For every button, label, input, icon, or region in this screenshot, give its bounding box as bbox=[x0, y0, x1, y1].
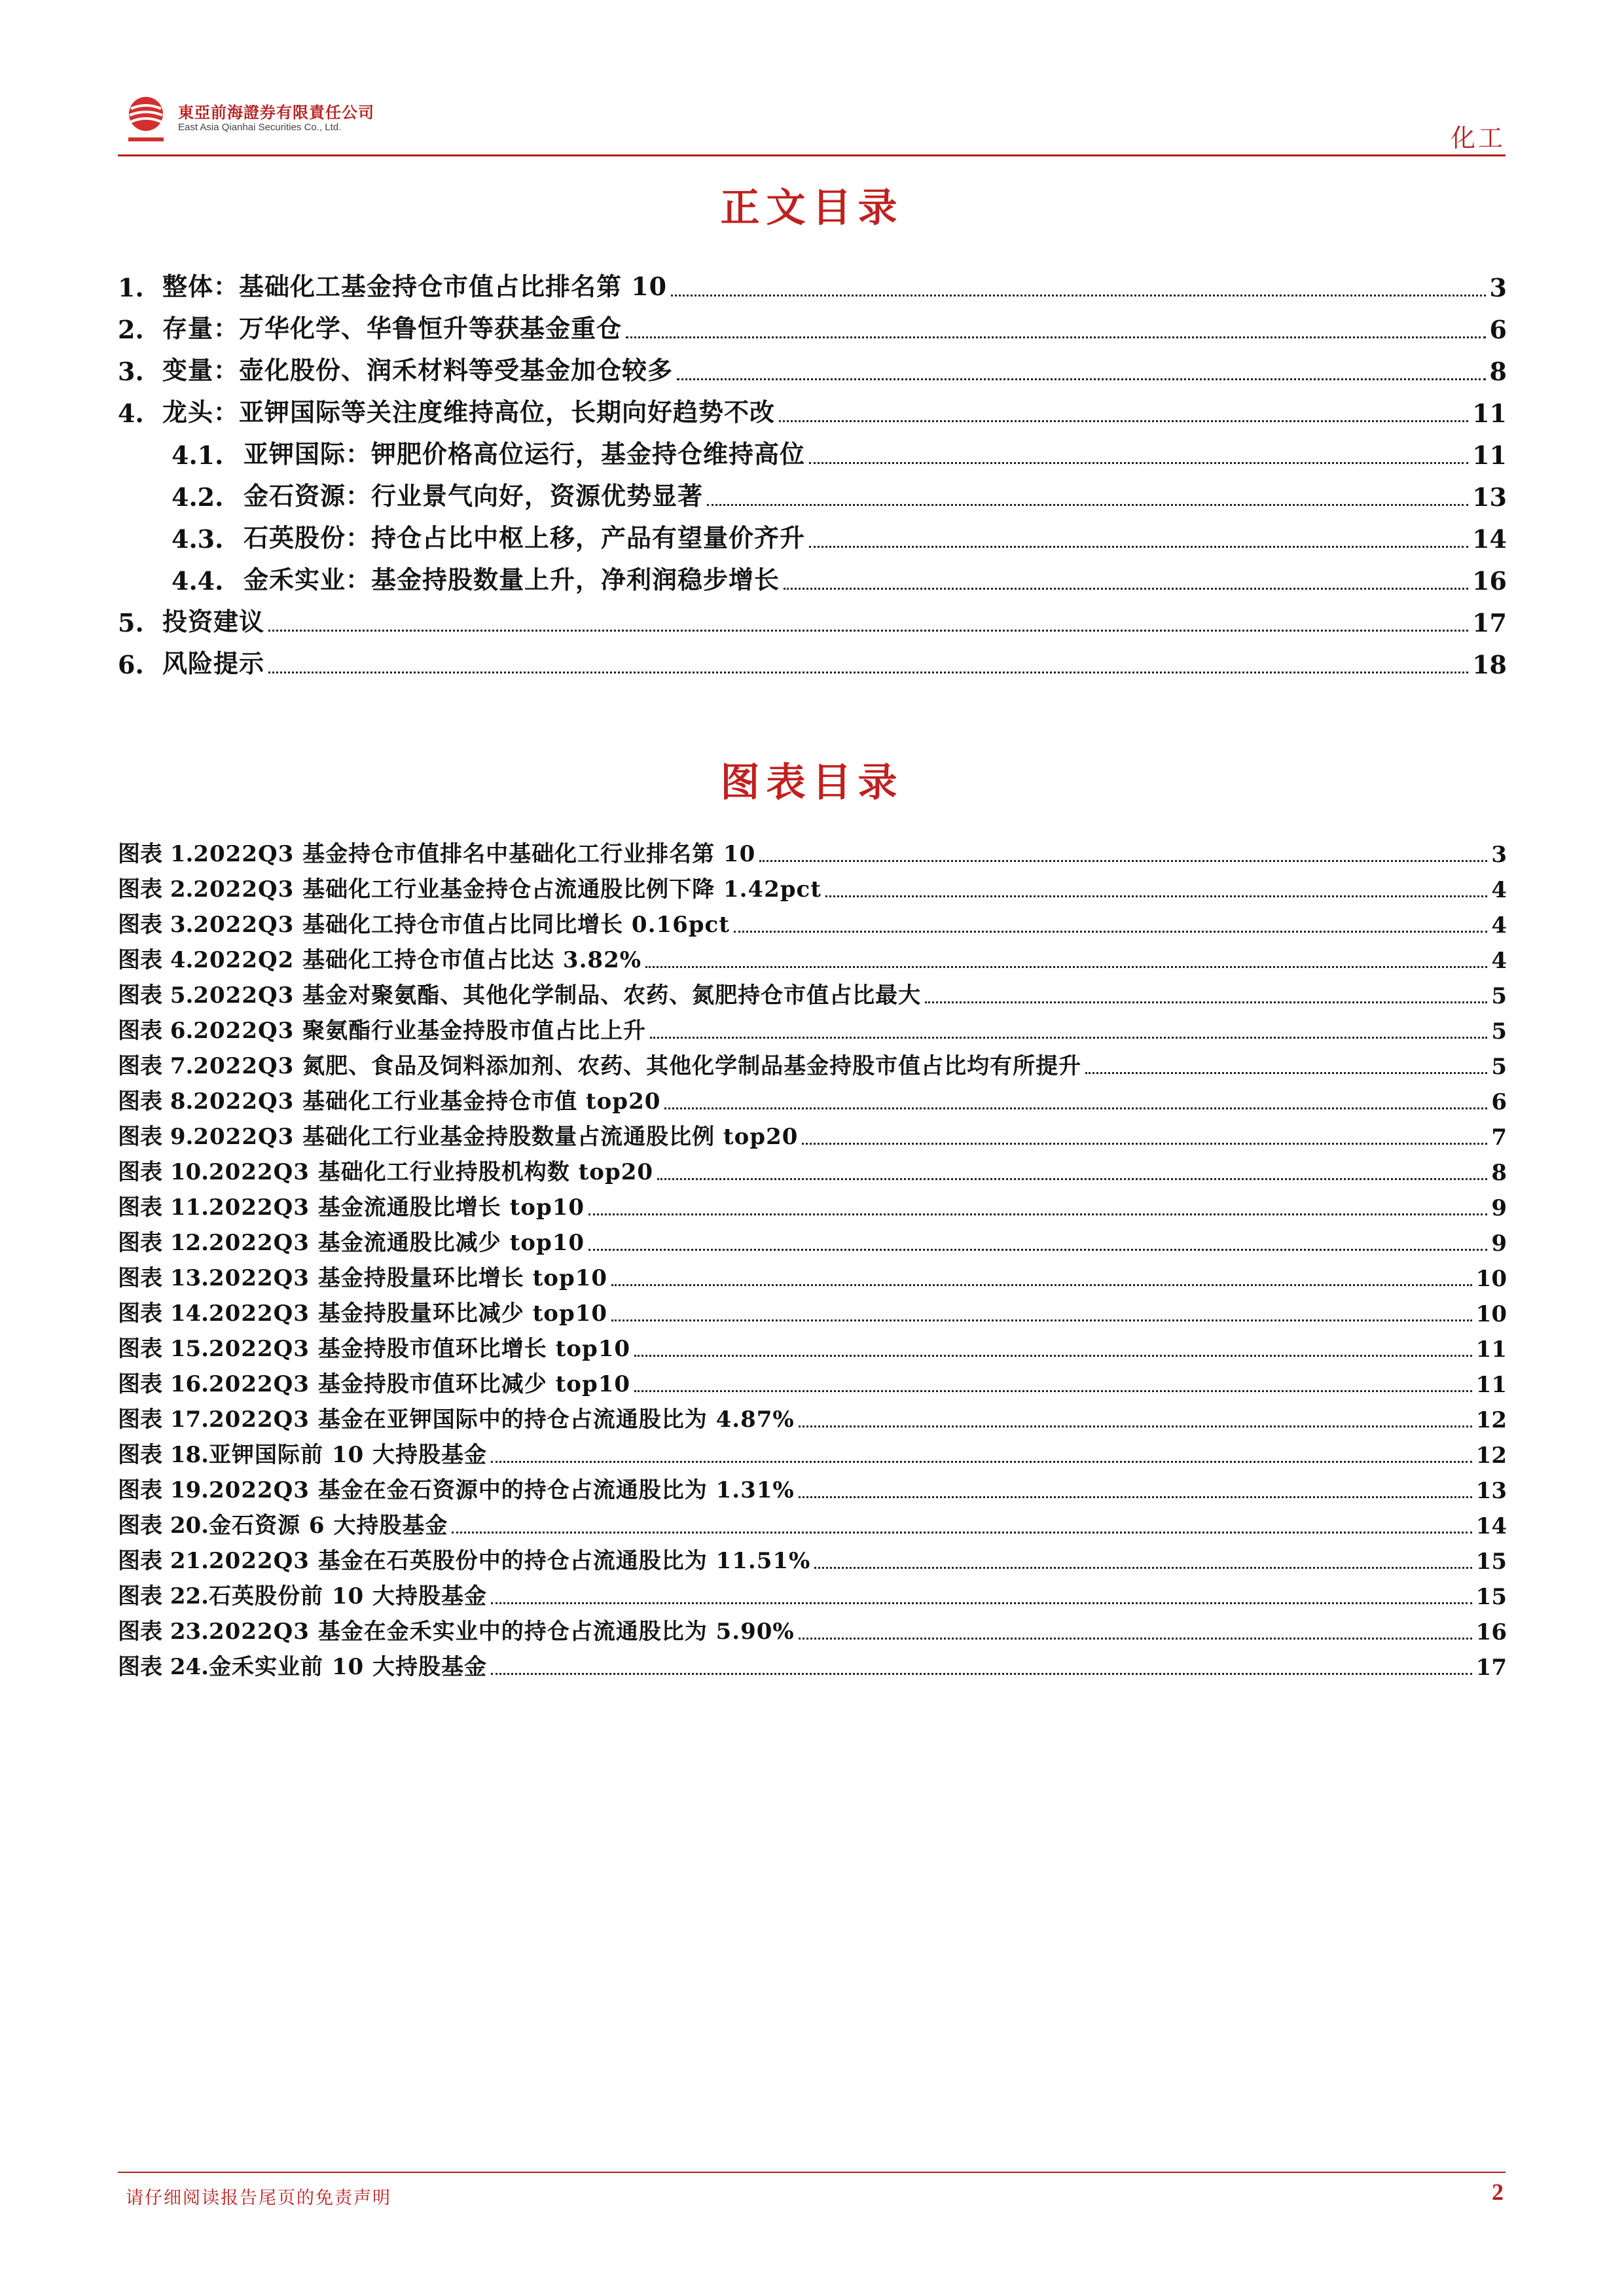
figure-entry[interactable] bbox=[118, 1398, 1507, 1433]
entry-page: 11 bbox=[1472, 399, 1507, 428]
entry-number: 图表 4. bbox=[118, 947, 194, 973]
dot-leader bbox=[268, 630, 1468, 632]
figures-list bbox=[118, 833, 1507, 1681]
figure-entry[interactable] bbox=[118, 1292, 1507, 1327]
dot-leader bbox=[1085, 1072, 1487, 1074]
entry-title: 2022Q3 基金持仓市值排名中基础化工行业排名第 10 bbox=[193, 841, 756, 867]
entry-title: 2022Q3 基础化工行业基金持仓市值 top20 bbox=[193, 1088, 661, 1115]
entry-page: 15 bbox=[1475, 1584, 1507, 1610]
toc-entry[interactable] bbox=[118, 596, 1507, 637]
entry-number: 6. bbox=[118, 650, 144, 679]
entry-number: 图表 7. bbox=[118, 1053, 194, 1079]
entry-number: 图表 19. bbox=[118, 1477, 209, 1503]
entry-page: 11 bbox=[1475, 1372, 1507, 1398]
entry-number: 图表 14. bbox=[118, 1300, 209, 1327]
entry-number: 图表 6. bbox=[118, 1018, 194, 1044]
entry-title: 2022Q3 基础化工持仓市值占比同比增长 0.16pct bbox=[193, 912, 730, 938]
entry-page: 18 bbox=[1472, 650, 1507, 679]
entry-title: 2022Q3 基础化工行业基金持仓占流通股比例下降 1.42pct bbox=[193, 876, 821, 903]
dot-leader bbox=[452, 1532, 1471, 1534]
figure-entry[interactable] bbox=[118, 974, 1507, 1009]
figure-entry[interactable] bbox=[118, 833, 1507, 868]
dot-leader bbox=[645, 966, 1487, 968]
figure-entry[interactable] bbox=[118, 1504, 1507, 1539]
dot-leader bbox=[802, 1143, 1487, 1145]
dot-leader bbox=[814, 1567, 1471, 1569]
toc-entry[interactable] bbox=[118, 428, 1507, 470]
dot-leader bbox=[799, 1426, 1472, 1427]
entry-page: 4 bbox=[1491, 948, 1507, 974]
entry-title: 金石资源 6 大持股基金 bbox=[209, 1513, 448, 1539]
entry-page: 14 bbox=[1475, 1513, 1507, 1539]
entry-number: 3. bbox=[118, 357, 144, 386]
entry-title: 石英股份前 10 大持股基金 bbox=[209, 1583, 487, 1609]
entry-title: 2022Q3 基金持股市值环比增长 top10 bbox=[209, 1336, 631, 1362]
figure-entry[interactable] bbox=[118, 1433, 1507, 1469]
entry-page: 13 bbox=[1475, 1478, 1507, 1504]
toc-entry[interactable] bbox=[118, 260, 1507, 302]
company-name-cn: 東亞前海證券有限責任公司 bbox=[178, 103, 374, 122]
entry-title: 2022Q2 基础化工持仓市值占比达 3.82% bbox=[193, 947, 642, 973]
entry-title: 2022Q3 基金在金禾实业中的持仓占流通股比为 5.90% bbox=[209, 1619, 795, 1645]
entry-page: 16 bbox=[1472, 566, 1507, 596]
dot-leader bbox=[634, 1355, 1472, 1357]
entry-page: 15 bbox=[1475, 1549, 1507, 1575]
entry-number: 图表 8. bbox=[118, 1088, 194, 1115]
entry-page: 3 bbox=[1491, 842, 1507, 868]
figure-entry[interactable] bbox=[118, 1151, 1507, 1186]
entry-page: 5 bbox=[1491, 1054, 1507, 1080]
entry-page: 4 bbox=[1491, 877, 1507, 903]
entry-title: 风险提示 bbox=[162, 649, 265, 678]
entry-page: 17 bbox=[1475, 1655, 1507, 1681]
dot-leader bbox=[809, 462, 1468, 464]
entry-number: 1. bbox=[118, 273, 144, 302]
disclaimer-note: 请仔细阅读报告尾页的免责声明 bbox=[126, 2188, 391, 2208]
entry-title: 2022Q3 基础化工行业持股机构数 top20 bbox=[209, 1159, 654, 1185]
entry-title: 2022Q3 基础化工行业基金持股数量占流通股比例 top20 bbox=[193, 1124, 799, 1150]
entry-number: 图表 1. bbox=[118, 841, 194, 867]
entry-number: 4.1. bbox=[171, 440, 224, 470]
dot-leader bbox=[825, 895, 1487, 897]
figure-entry[interactable] bbox=[118, 1363, 1507, 1398]
dot-leader bbox=[626, 336, 1486, 338]
entry-number: 图表 5. bbox=[118, 982, 194, 1009]
toc-entry[interactable] bbox=[118, 637, 1507, 679]
entry-number: 图表 16. bbox=[118, 1371, 209, 1397]
entry-title: 2022Q3 基金在亚钾国际中的持仓占流通股比为 4.87% bbox=[209, 1407, 795, 1433]
entry-number: 图表 12. bbox=[118, 1230, 209, 1256]
dot-leader bbox=[491, 1673, 1472, 1675]
figure-entry[interactable] bbox=[118, 1221, 1507, 1257]
entry-page: 7 bbox=[1491, 1124, 1507, 1151]
dot-leader bbox=[799, 1496, 1472, 1498]
dot-leader bbox=[491, 1602, 1472, 1604]
dot-leader bbox=[671, 295, 1485, 296]
dot-leader bbox=[759, 860, 1487, 862]
dot-leader bbox=[809, 546, 1468, 548]
entry-title: 整体：基础化工基金持仓市值占比排名第 10 bbox=[162, 272, 668, 301]
page-header bbox=[118, 92, 1506, 157]
dot-leader bbox=[588, 1213, 1487, 1215]
figure-entry[interactable] bbox=[118, 1539, 1507, 1575]
dot-leader bbox=[784, 588, 1468, 590]
entry-title: 金禾实业：基金持股数量上升，净利润稳步增长 bbox=[244, 565, 780, 594]
figure-entry[interactable] bbox=[118, 868, 1507, 903]
entry-title: 2022Q3 氮肥、食品及饲料添加剂、农药、其他化学制品基金持股市值占比均有所提升 bbox=[193, 1053, 1082, 1079]
entry-title: 2022Q3 基金在金石资源中的持仓占流通股比为 1.31% bbox=[209, 1477, 795, 1503]
figure-entry[interactable] bbox=[118, 1080, 1507, 1115]
dot-leader bbox=[799, 1638, 1472, 1640]
entry-number: 图表 2. bbox=[118, 876, 194, 903]
entry-number: 图表 10. bbox=[118, 1159, 209, 1185]
entry-title: 亚钾国际前 10 大持股基金 bbox=[209, 1442, 487, 1468]
entry-number: 4.3. bbox=[171, 524, 224, 554]
figure-entry[interactable] bbox=[118, 1045, 1507, 1080]
entry-page: 8 bbox=[1491, 1160, 1507, 1186]
entry-number: 图表 9. bbox=[118, 1124, 194, 1150]
footer-divider bbox=[118, 2172, 1506, 2173]
entry-number: 图表 18. bbox=[118, 1442, 209, 1468]
toc-entry[interactable] bbox=[118, 554, 1507, 596]
contents-heading: 正文目录 bbox=[720, 185, 904, 231]
entry-page: 13 bbox=[1472, 482, 1507, 512]
entry-page: 12 bbox=[1475, 1443, 1507, 1469]
entry-number: 图表 20. bbox=[118, 1513, 209, 1539]
figure-entry[interactable] bbox=[118, 1469, 1507, 1504]
entry-page: 5 bbox=[1491, 1018, 1507, 1045]
figures-heading: 图表目录 bbox=[720, 760, 904, 806]
entry-page: 5 bbox=[1491, 983, 1507, 1009]
entry-page: 12 bbox=[1475, 1407, 1507, 1433]
dot-leader bbox=[491, 1461, 1472, 1463]
page-number: 2 bbox=[1492, 2179, 1504, 2205]
entry-page: 9 bbox=[1491, 1230, 1507, 1257]
toc-entry[interactable] bbox=[118, 344, 1507, 386]
entry-number: 4.2. bbox=[171, 482, 224, 512]
entry-number: 图表 3. bbox=[118, 912, 194, 938]
dot-leader bbox=[734, 931, 1487, 933]
company-name-en: East Asia Qianhai Securities Co., Ltd. bbox=[178, 122, 342, 133]
figure-entry[interactable] bbox=[118, 1575, 1507, 1610]
dot-leader bbox=[611, 1284, 1472, 1286]
dot-leader bbox=[588, 1249, 1487, 1251]
entry-title: 2022Q3 基金持股市值环比减少 top10 bbox=[209, 1371, 631, 1397]
entry-number: 2. bbox=[118, 315, 144, 344]
figure-entry[interactable] bbox=[118, 1115, 1507, 1151]
entry-title: 金石资源：行业景气向好，资源优势显著 bbox=[244, 481, 704, 511]
company-logo-icon bbox=[123, 94, 169, 147]
entry-title: 2022Q3 基金流通股比减少 top10 bbox=[209, 1230, 585, 1256]
figure-entry[interactable] bbox=[118, 939, 1507, 974]
dot-leader bbox=[650, 1037, 1487, 1039]
entry-title: 变量：壶化股份、润禾材料等受基金加仓较多 bbox=[162, 355, 674, 385]
entry-number: 图表 22. bbox=[118, 1583, 209, 1609]
dot-leader bbox=[925, 1001, 1487, 1003]
entry-title: 金禾实业前 10 大持股基金 bbox=[209, 1654, 487, 1680]
dot-leader bbox=[664, 1107, 1487, 1109]
dot-leader bbox=[657, 1178, 1487, 1180]
entry-title: 2022Q3 基金对聚氨酯、其他化学制品、农药、氮肥持仓市值占比最大 bbox=[193, 982, 922, 1009]
toc-entry[interactable] bbox=[118, 470, 1507, 512]
entry-number: 图表 17. bbox=[118, 1407, 209, 1433]
header-divider bbox=[118, 154, 1506, 156]
entry-title: 亚钾国际：钾肥价格高位运行，基金持仓维持高位 bbox=[244, 439, 806, 469]
entry-number: 图表 23. bbox=[118, 1619, 209, 1645]
figure-entry[interactable] bbox=[118, 1327, 1507, 1363]
figure-entry[interactable] bbox=[118, 1645, 1507, 1681]
entry-title: 存量：万华化学、华鲁恒升等获基金重仓 bbox=[162, 314, 623, 343]
dot-leader bbox=[707, 504, 1468, 506]
entry-page: 6 bbox=[1489, 315, 1507, 344]
dot-leader bbox=[268, 672, 1468, 673]
entry-page: 3 bbox=[1489, 273, 1507, 302]
entry-number: 图表 24. bbox=[118, 1654, 209, 1680]
toc-entry[interactable] bbox=[118, 512, 1507, 554]
entry-number: 图表 15. bbox=[118, 1336, 209, 1362]
entry-title: 投资建议 bbox=[162, 607, 265, 636]
figure-entry[interactable] bbox=[118, 1257, 1507, 1292]
entry-page: 9 bbox=[1491, 1195, 1507, 1221]
entry-page: 8 bbox=[1489, 357, 1507, 386]
entry-title: 2022Q3 基金流通股比增长 top10 bbox=[209, 1194, 585, 1221]
entry-page: 6 bbox=[1491, 1089, 1507, 1115]
figure-entry[interactable] bbox=[118, 1009, 1507, 1045]
section-label: 化工 bbox=[1450, 124, 1506, 152]
dot-leader bbox=[677, 378, 1486, 380]
entry-number: 图表 11. bbox=[118, 1194, 209, 1221]
figure-entry[interactable] bbox=[118, 1186, 1507, 1221]
entry-number: 4. bbox=[118, 399, 144, 428]
entry-page: 14 bbox=[1472, 524, 1507, 554]
entry-title: 2022Q3 基金持股量环比增长 top10 bbox=[209, 1265, 608, 1291]
entry-title: 2022Q3 聚氨酯行业基金持股市值占比上升 bbox=[193, 1018, 647, 1044]
entry-number: 图表 21. bbox=[118, 1548, 209, 1574]
contents-list bbox=[118, 260, 1507, 679]
toc-entry[interactable] bbox=[118, 386, 1507, 428]
entry-number: 图表 13. bbox=[118, 1265, 209, 1291]
entry-page: 16 bbox=[1475, 1619, 1507, 1645]
entry-page: 10 bbox=[1475, 1266, 1507, 1292]
entry-title: 石英股份：持仓占比中枢上移，产品有望量价齐升 bbox=[244, 523, 806, 552]
entry-page: 10 bbox=[1475, 1301, 1507, 1327]
entry-number: 5. bbox=[118, 608, 144, 637]
figure-entry[interactable] bbox=[118, 1610, 1507, 1645]
entry-page: 11 bbox=[1472, 440, 1507, 470]
dot-leader bbox=[611, 1319, 1472, 1321]
figure-entry[interactable] bbox=[118, 903, 1507, 939]
entry-page: 11 bbox=[1475, 1336, 1507, 1363]
entry-title: 2022Q3 基金在石英股份中的持仓占流通股比为 11.51% bbox=[209, 1548, 811, 1574]
toc-entry[interactable] bbox=[118, 302, 1507, 344]
entry-page: 17 bbox=[1472, 608, 1507, 637]
entry-number: 4.4. bbox=[171, 566, 224, 596]
dot-leader bbox=[634, 1390, 1472, 1392]
entry-title: 龙头：亚钾国际等关注度维持高位，长期向好趋势不改 bbox=[162, 397, 776, 427]
entry-page: 4 bbox=[1491, 912, 1507, 939]
dot-leader bbox=[779, 420, 1468, 422]
entry-title: 2022Q3 基金持股量环比减少 top10 bbox=[209, 1300, 608, 1327]
